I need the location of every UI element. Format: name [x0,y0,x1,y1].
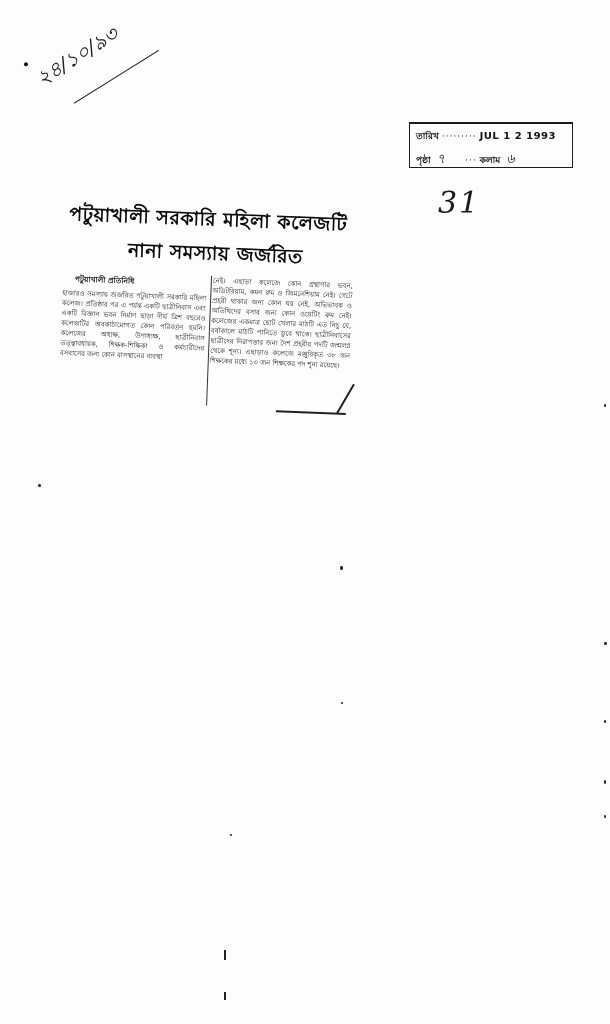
clipping-left-column [60,288,207,363]
clipping-headline-line1: পটুয়াখালী সরকারি মহিলা কলেজটি [68,203,348,236]
handwritten-note-text: ২৪/১০/৯৩ [31,21,123,91]
clipping-left-text: হাজারও সমস্যায় জর্জরিত পটুয়াখালী সরকারি মহিলা কলেজ। প্রতিষ্ঠার পর এ পর্যন্ত একটি ছাত্রীনিবাস এবং একটি বিজ্ঞান ভবন নির্মাণ ছাড়া দীর্ঘ ত্রিশ বছরেও কলেজটির অবকাঠামোগত কোন পরিবর্তন হয়নি। কলেজের অধ্যক্ষ, উপাধ্যক্ষ, ছাত্রীনিবাস তত্ত্বাবধায়ক, শিক্ষক-শিক্ষিকা ও কর্মচারীদের বসবাসের জন্য কোন বাসস্থানের ব্যবস্থা [59,289,207,361]
clipping-corner-mark [336,384,355,414]
stamp-page-value: ৭ [436,152,446,167]
newspaper-clipping [56,196,364,427]
stamp-column-label: কলাম [479,156,501,166]
ink-dot [23,62,29,68]
date-stamp [409,122,573,168]
stamp-date-row: তারিখ ········· JUL 1 2 1993 [416,131,556,142]
clipping-right-text: নেই। এছাড়া কলেজে কোন গ্রন্থাগার ভবন, অডিটরিয়াম, কমন রুম ও জিমনেশিয়াম নেই। গেটে প্রহরী থাকার জন্য কোন ঘর নেই, অভিভাবক ও অতিথিদের বসার জন্য কোন ওয়েটিং রুম নেই। কলেজের একমাত্র ছোট খেলার মাঠটি এত নিচু যে, বর্ষাকালে মাঠটি পানিতে ডুবে থাকে। ছাত্রীনিবাসের ছাত্রীদের নিরাপত্তার জন্য দৈশ প্রহরীর পদটি জন্মলগ্ন থেকে শূন্য। এছাড়াও কলেজে মঞ্জুরিকৃত ৩৮ জন শিক্ষকের মধ্যে ১৩ জন শিক্ষকের পদ শূন্য রয়েছে। [209,276,353,370]
clipping-byline: পটুয়াখালী প্রতিনিধি [74,274,135,286]
clipping-right-column [210,276,353,371]
handwritten-note [31,15,145,115]
stamp-date-value: JUL 1 2 1993 [479,131,556,142]
clipping-headline-line2: নানা সমস্যায় জর্জরিত [127,239,304,269]
stamp-column-value: ৬ [506,152,515,167]
handwritten-page-number: 31 [438,186,481,221]
stamp-page-row: পৃষ্ঠা ৭ ··· কলাম ৬ [416,152,515,167]
stamp-date-label: তারিখ [416,132,439,142]
stamp-page-label: পৃষ্ঠা [416,156,431,166]
